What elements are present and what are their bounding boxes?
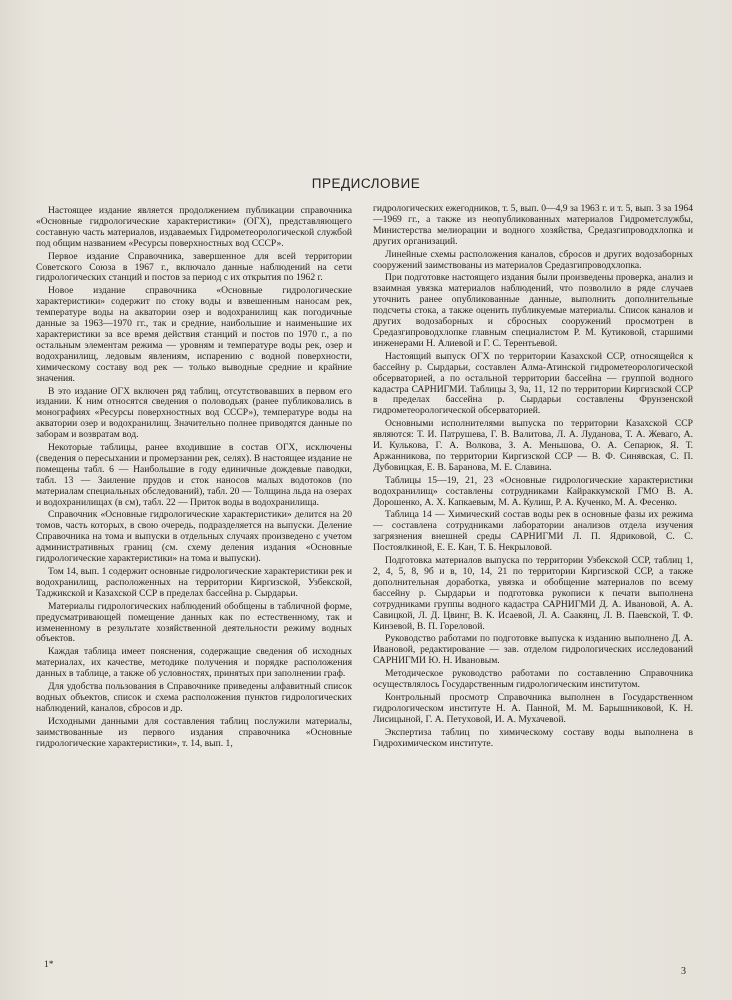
- paragraph: Некоторые таблицы, ранее входившие в состав ОГХ, исключены (сведения о пересыхании и промерзании рек, селях). В настоящее издание не помещены табл. 6 — Наибольшие в году единичные дождевые паводки, табл. 13 — Заиление прудов и сток наносов малых водотоков (по материалам специальных обследований), табл. 20 — Толщина льда на озерах и водохранилищах (в см), табл. 22 — Приток воды в водохранилища.: [36, 442, 352, 508]
- paragraph: Настоящее издание является продолжением публикации справочника «Основные гидрологические характеристики» (ОГХ), представляющего составную часть материалов, издаваемых Гидрометеорологической службой под общим названием «Ресурсы поверхностных вод СССР».: [36, 205, 352, 249]
- signature-mark: 1*: [44, 960, 54, 970]
- paragraph: При подготовке настоящего издания были произведены проверка, анализ и взаимная увязка материалов наблюдений, что позволило в ряде случаев уточнить ранее опубликованные данные, выполнить дополнительные подсчеты стока, а также оценить публикуемые материалы. Список каналов и других водозаборных и сбросных сооружений просмотрен в Средазгипроводхлопке главным специалистом Р. М. Кутиковой, старшими инженерами Н. Алиевой и Г. С. Терентьевой.: [373, 272, 693, 349]
- paragraph: Подготовка материалов выпуска по территории Узбекской ССР, таблиц 1, 2, 4, 5, 8, 9б и в, 10, 14, 21 по территории Киргизской ССР, а также дополнительная доработка, увязка и обобщение материалов по всему бассейну р. Сырдарьи и подготовка рукописи к печати выполнена сотрудниками группы водного кадастра САРНИГМИ Д. А. Ивановой, А. А. Савицкой, Л. Д. Цвинг, В. К. Исаевой, Л. А. Саакянц, Л. В. Паевской, Т. Ф. Кинзевой, В. П. Гореловой.: [373, 555, 693, 632]
- paragraph-continued: гидрологических ежегодников, т. 5, вып. 0—4,9 за 1963 г. и т. 5, вып. 3 за 1964—1969 гг., а также из неопубликованных материалов Гидрометслужбы, Министерства мелиорации и водного хозяйства, Средазгипроводхлопка и других организаций.: [373, 203, 693, 247]
- paragraph: Экспертиза таблиц по химическому составу воды выполнена в Гидрохимическом институте.: [373, 726, 693, 749]
- paragraph: Основными исполнителями выпуска по территории Казахской ССР являются: Т. И. Патрушева, Г. В. Валитова, Л. А. Луданова, Т. А. Жеваго, А. И. Кулькова, Г. А. Волкова, З. А. Меньшова, О. А. Сепарюк, Я. Т. Аржанникова, по территории Киргизской ССР — В. Ф. Синявская, С. П. Дубовицкая, Е. В. Баранова, М. Е. Славина.: [373, 418, 693, 473]
- paragraph: Новое издание справочника «Основные гидрологические характеристики» содержит по стоку воды и взвешенным наносам рек, температуре воды на акватории озер и водохранилищ как погодичные данные за 1963—1970 гг., так и средние, наибольшие и наименьшие их характеристики за все время действия станций и постов по 1970 г., а по остальным элементам режима — уровням и температуре воды рек, озер и водохранилищ, ледовым явлениям, испарению с водной поверхности, химическому составу вод рек — только выводные средние и крайние значения.: [36, 285, 352, 384]
- paragraph: Том 14, вып. 1 содержит основные гидрологические характеристики рек и водохранилищ, расположенных на территории Киргизской, Узбекской, Таджикской и Казахской ССР в пределах бассейна р. Сырдарьи.: [36, 566, 352, 599]
- left-column: [36, 206, 352, 752]
- paragraph: Методическое руководство работами по составлению Справочника осуществлялось Государственным гидрологическим институтом.: [373, 668, 693, 691]
- paragraph: Первое издание Справочника, завершенное для всей территории Советского Союза в 1967 г., включало данные наблюдений на сети гидрологических станций и постов за период с их открытия по 1962 г.: [36, 250, 352, 284]
- paragraph: Таблица 14 — Химический состав воды рек в основные фазы их режима — составлена сотрудниками лаборатории анализов отдела изучения загрязнения внешней среды САРНИГМИ Л. П. Ядриковой, С. С. Постоялкиной, Е. Е. Кан, Т. Б. Некрыловой.: [373, 509, 693, 554]
- paragraph: В это издание ОГХ включен ряд таблиц, отсутствовавших в первом его издании. К ним относятся сведения о половодьях (ранее публиковались в монографиях «Ресурсы поверхностных вод СССР»), температуре воды на акватории озер и водохранилищ. Значительно полнее приводятся данные по заборам и возвратам вод.: [36, 385, 352, 441]
- paragraph: Линейные схемы расположения каналов, сбросов и других водозаборных сооружений заимствованы из материалов Средазгипроводхлопка.: [373, 248, 693, 271]
- paragraph: Каждая таблица имеет пояснения, содержащие сведения об исходных материалах, их качестве, методике получения и порядке расположения данных в таблице, а также об условностях, принятых при заполнении граф.: [36, 646, 352, 680]
- paragraph: Таблицы 15—19, 21, 23 «Основные гидрологические характеристики водохранилищ» составлены сотрудниками Кайраккумской ГМО В. А. Дорошенко, А. Х. Капкаевым, М. А. Кулиш, Р. А. Кученко, М. А. Фесенко.: [373, 474, 693, 508]
- paragraph: Исходными данными для составления таблиц послужили материалы, заимствованные из первого издания справочника «Основные гидрологические характеристики», т. 14, вып. 1,: [36, 715, 352, 749]
- page-number: 3: [681, 966, 686, 977]
- paragraph: Для удобства пользования в Справочнике приведены алфавитный список водных объектов, список и схема расположения пунктов гидрологических наблюдений, каналов, сбросов и др.: [36, 681, 352, 714]
- paragraph: Руководство работами по подготовке выпуска к изданию выполнено Д. А. Ивановой, редактирование — зав. отделом гидрологических исследований САРНИГМИ Ю. Н. Ивановым.: [373, 633, 693, 667]
- paragraph: Контрольный просмотр Справочника выполнен в Государственном гидрологическом институте Н. А. Панной, М. М. Барышниковой, К. Н. Лисицыной, Г. А. Петуховой, И. А. Мухачевой.: [373, 691, 693, 725]
- paragraph: Материалы гидрологических наблюдений обобщены в табличной форме, предусматривающей помещение данных как по естественному, так и измененному в результате хозяйственной деятельности режиму водных объектов.: [36, 600, 352, 645]
- right-column: [373, 204, 693, 752]
- page-title: ПРЕДИСЛОВИЕ: [311, 176, 421, 191]
- paragraph: Справочник «Основные гидрологические характеристики» делится на 20 томов, часть которых, в свою очередь, подразделяется на выпуски. Деление Справочника на тома и выпуски в отдельных случаях произведено с учетом административных границ (см. схему деления издания «Основные гидрологические характеристики» на тома и выпуски).: [36, 509, 352, 565]
- paragraph: Настоящий выпуск ОГХ по территории Казахской ССР, относящейся к бассейну р. Сырдарьи, составлен Алма-Атинской гидрометеорологической обсерваторией, а по остальной территории бассейна — группой водного кадастра САРНИГМИ. Таблицы 3, 9а, 11, 12 по территории Киргизской ССР в пределах бассейна р. Сырдарьи составлены Фрунзенской гидрометеорологической обсерваторией.: [373, 350, 693, 417]
